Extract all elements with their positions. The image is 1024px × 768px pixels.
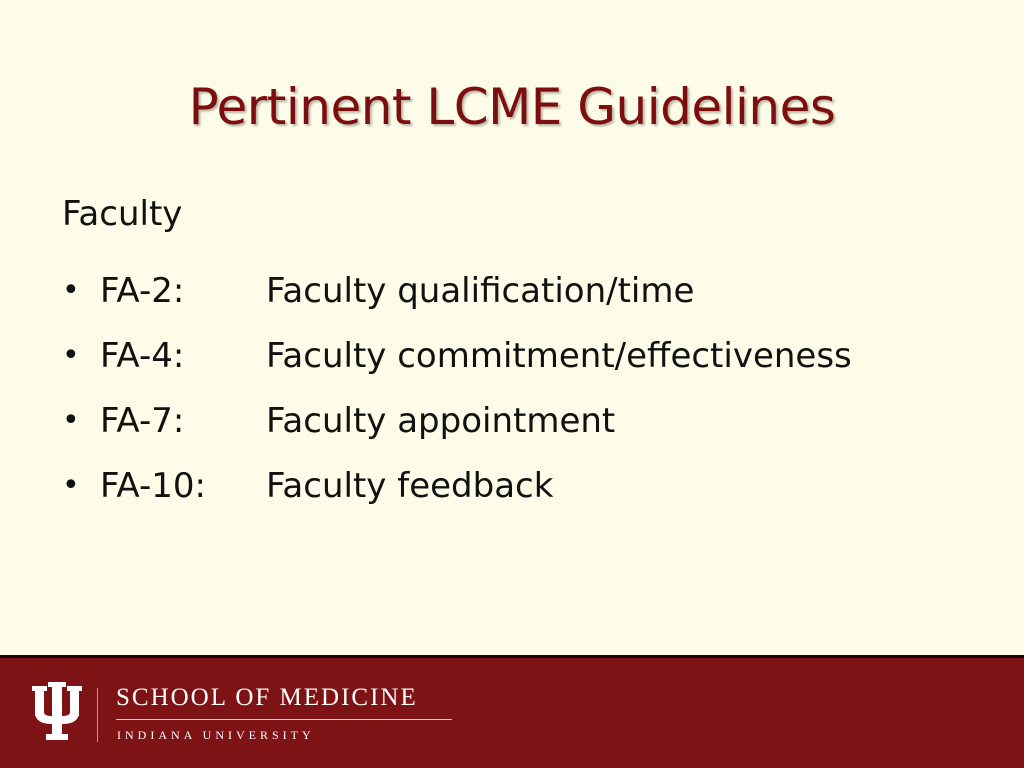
guideline-list xyxy=(62,258,982,518)
guideline-code: FA-4: xyxy=(100,335,185,376)
guideline-description: Faculty feedback xyxy=(266,465,554,506)
bullet-icon: • xyxy=(62,337,80,373)
slide-title: Pertinent LCME Guidelines xyxy=(188,78,836,136)
school-name: SCHOOL OF MEDICINE xyxy=(116,684,418,711)
guideline-item xyxy=(62,388,982,453)
guideline-description: Faculty qualification/time xyxy=(266,270,695,311)
slide-content xyxy=(62,192,982,518)
guideline-item xyxy=(62,258,982,323)
guideline-description: Faculty appointment xyxy=(266,400,616,441)
bullet-icon: • xyxy=(62,467,80,503)
university-name: INDIANA UNIVERSITY xyxy=(117,728,315,742)
guideline-item xyxy=(62,323,982,388)
guideline-item xyxy=(62,453,982,518)
school-name-rule xyxy=(116,719,452,720)
guideline-description: Faculty commitment/effectiveness xyxy=(266,335,852,376)
section-heading: Faculty xyxy=(62,194,183,234)
guideline-code: FA-10: xyxy=(100,465,206,506)
guideline-code: FA-7: xyxy=(100,400,185,441)
logo-divider xyxy=(97,688,98,742)
footer-bar xyxy=(0,658,1024,768)
bullet-icon: • xyxy=(62,272,80,308)
iu-trident-logo-icon xyxy=(32,682,82,742)
guideline-code: FA-2: xyxy=(100,270,185,311)
bullet-icon: • xyxy=(62,402,80,438)
